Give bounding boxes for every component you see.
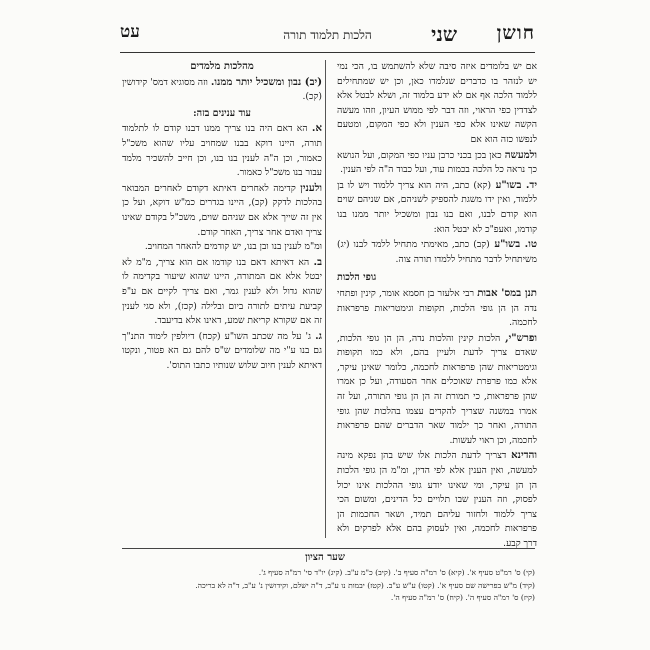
paragraph xyxy=(122,121,322,180)
header-section-title: הלכות תלמוד תורה xyxy=(283,28,372,42)
header-volume: חושן xyxy=(496,22,535,44)
paragraph-text: וזה מסוגיא דמס' קידושין (קכ). xyxy=(122,76,322,103)
paragraph xyxy=(122,75,322,105)
lead-word: תנן במס' אבות xyxy=(477,286,537,299)
paragraph-text: (קא) כתב, היה הוא צריך ללמוד ויש לו בן ללמוד, ואין ידו משגת להספיק לשניהם, אם שניהם שוים הוא קודם לבנו, ואם בנו נבון ומשכיל יותר ממנו בנו קודמו, ואעפ"כ לא יבטל הוא: xyxy=(337,179,537,235)
column-title: מהלכות מלמדים xyxy=(190,61,254,72)
header-part: שני xyxy=(431,22,457,46)
subsection-heading: עוד ענינים בזה: xyxy=(193,107,251,119)
paragraph xyxy=(337,331,537,449)
paragraph xyxy=(337,237,537,267)
paragraph-text: הא דאיתא דאם בנו קודמו אם הוא צריך, מ"מ לא יבטל אלא אם המתורה, היינו שהוא שיעור בקדימה לו שהוא גדול ולא לענין גמר, ואם צריך לקיים אם ע"פ קביעת עיתים לתורה ביום ובלילה (קכז), ולא סגי לענין זה אם שקורא קריאת שמע, דאינו אלא בדיעבד. xyxy=(122,256,322,327)
left-column xyxy=(122,60,322,542)
paragraph-text: כאן בכן בכני כרבן עניו כפי המקום, ועל הנושא כך נראה כל הלכה בכמות עוד, ועל כבוד ה"ה לפי הענין. xyxy=(337,149,537,176)
running-header xyxy=(120,22,535,48)
item-marker: א. xyxy=(311,122,323,135)
header-rule xyxy=(120,52,535,53)
column-divider xyxy=(325,60,326,538)
paragraph-text: ג' על מה שכתב השו"ע (קכח) דיולפין לימוד התנ"ך גם בנו ע"י מה שלומדים ש"ס להם גם הא פטור, ונקטו דאיתא לענין חיוב שלוש שנותיו כתבו התוס'. xyxy=(122,330,322,371)
page-number: עט xyxy=(120,22,140,42)
lead-word: ולענין xyxy=(300,181,322,194)
paragraph: ומ"מ לענין בנו ובן בנו, יש קודמים להאחר המחויב. xyxy=(144,241,322,253)
paragraph-text: דצריך לדעת הלכות אלו שיש בהן נפקא מינה למעשה, ואין הענין אלא לפי הדין, ומ"מ הן גופי הלכות הן הן עיקר, ומי שאינו יודע גופי ההלכות אינו יכול לפסוק, וזה הענין שבו תלויים כל הדינים, ומשום הכי צריך ללמוד ולחזור עליהם תמיד, ושאר החכמות הן פרפראות לחכמה, ואין לעסוק בהם אלא לפרקים ולא דרך קבע. xyxy=(337,450,537,549)
item-marker: ג. xyxy=(315,329,322,342)
paragraph xyxy=(122,255,322,329)
footnotes xyxy=(122,567,535,629)
paragraph-text: רבי אלעזר בן חסמא אומר, קינין ופתחי נדה הן הן גופי הלכות, תקופות וגימטריאות פרפראות לחכמה. xyxy=(337,287,537,329)
paragraph xyxy=(337,448,537,551)
lead-word: ופרש"י, xyxy=(505,331,537,344)
section-heading: גופי הלכות xyxy=(337,272,377,284)
item-marker: ב. xyxy=(313,255,322,268)
paragraph xyxy=(337,178,537,237)
footnote-line: (קי) ס' רמ"ט סעיף א'. (קיא) ס' רמ"ה סעיף ב'. (קיב) כ"מ ע"ב. (קיג) יו"ד סי' רמ"ה סעיף ג'. xyxy=(258,568,535,577)
footnote-rule xyxy=(122,548,535,549)
lead-word: (יב) נבון ומשכיל יותר ממנו. xyxy=(210,75,323,88)
paragraph: אם יש בלומדים איזה סיבה שלא להשתמש בו, הכי נמי יש לנזהר בו כדברים שנלמדו כאן, וכן יש שמתחילים ללמוד הלכה אף אם לא ידע בלמוד זה, ושלא לבטל אלא לצדדין כפי הראוי, וזה דבר לפי ממוש העיון, וזהו מעשה הקשה שאינו אלא כפי הענין ולא כפי המקום, ומטעם לנפשו כזה הוא אם xyxy=(337,61,537,145)
lead-word: טו. בשו"ע xyxy=(489,238,537,251)
paragraph-text: הא דאם היה בנו צריך ממנו דבנו קודם לו לתלמוד תורה, היינו דוקא בבנו שמחויב עליו שהוא משכ"ל כאמור, וכן ה"ה לענין בנו בנו, וכן חייב להשכיר מלמד עבור בנו משכ"ל כאמור. xyxy=(122,123,322,179)
footnote-line: (קיד) מ"ש בפרישה שם סעיף א'. (קטו) ע"ש ע"ב. (קטז) יבמות נו ע"ב, ד"ה ישלם, וקידושין נ' ע"ב, ד"ה לא בריכה. xyxy=(195,580,535,590)
paragraph-text: הלכות קינין והלכות נדה, הן הן גופי הלכות, שאדם צריך לדעת ולעיין בהם, ולא כמו תקופות וגימטריאות שהן פרפראות לחכמה, כלומר שאינן עיקר, אלא כמו פרפרת שאוכלים אחר הסעודה, ועל כן אמרו שהן פרפראות, כי תמורת זה הן הן גופי התורה, ועל זה אמרו במשנה שצריך להקדים עצמו בהלכות שהן גופי התורה, ואחר כך ילמוד שאר הדברים שהם פרפראות לחכמה, וכן ראוי לעשות. xyxy=(337,332,537,446)
paragraph-text: (קב) כתב, מאימתי מתחיל ללמד לבנו (יג) משיתחיל לדבר מתחיל ללמדו תורה צוה. xyxy=(337,239,537,265)
lead-word: יד. בשו"ע xyxy=(491,178,538,191)
paragraph-text: קדימה לאחרים דאיתא דקודם לאחרים המבואר בהלכות לדקק (קכ), היינו בגדרים כמ"ש דוקא, ועל כן אין זה שייך אלא אם שניהם שוים, משכ"ל בקודם שאינו צריך ואדם אחר צריך, האחר קודם. xyxy=(122,182,322,238)
lead-word: והדינא xyxy=(511,449,538,462)
footnotes-title: שער הציון xyxy=(305,552,345,563)
paragraph xyxy=(122,181,322,240)
footnote-line: (קיז) ס' רמ"ה סעיף ה'. (קיח) ס' רמ"ה סעיף ה'. xyxy=(390,593,535,603)
right-column xyxy=(337,60,538,549)
lead-word: ולמעשה xyxy=(504,148,537,161)
paragraph xyxy=(337,148,537,178)
paragraph xyxy=(337,286,537,331)
paragraph xyxy=(122,329,322,374)
